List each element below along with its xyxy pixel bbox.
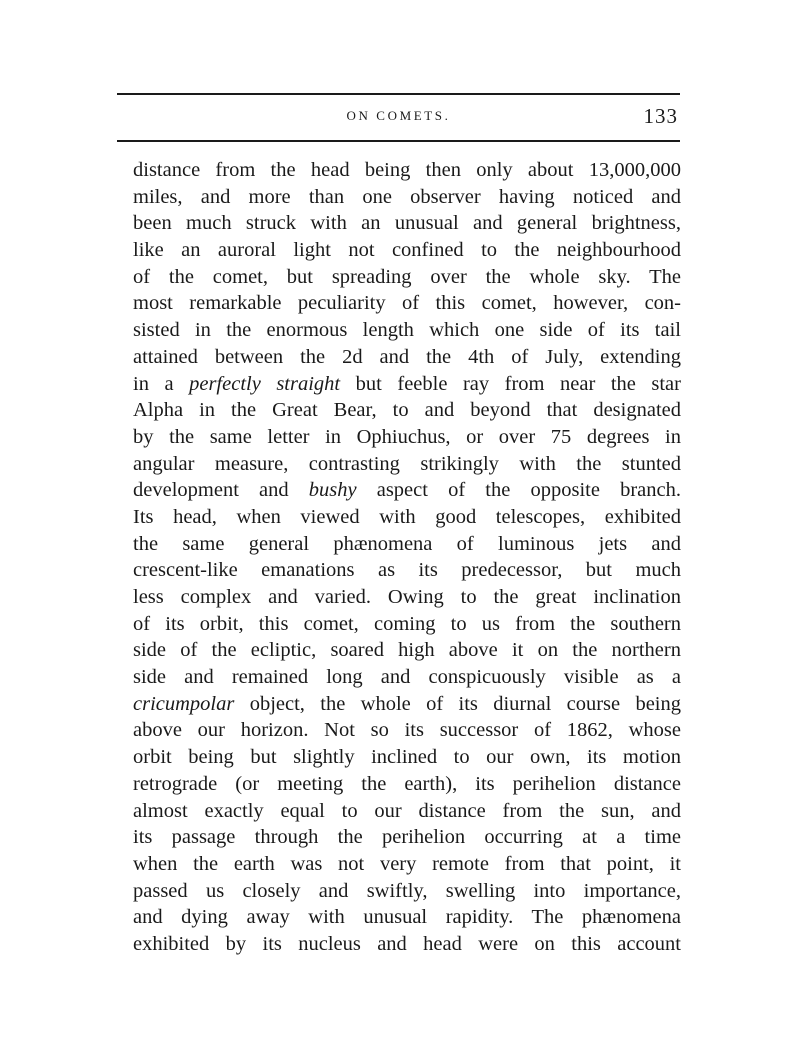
text-line: been much struck with an unusual and general brightness,: [133, 212, 681, 235]
text-line: the same general phænomena of luminous jets and: [133, 532, 681, 555]
running-head: [117, 104, 680, 134]
text-line: side and remained long and conspicuously visible as a: [133, 666, 681, 689]
text-segment: object, the whole of its diurnal course being: [234, 692, 681, 715]
text-segment: development and: [133, 479, 309, 502]
text-line: Alpha in the Great Bear, to and beyond that designated: [133, 399, 681, 422]
text-line: above our horizon. Not so its successor of 1862, whose: [133, 719, 681, 742]
text-segment: in a: [133, 372, 190, 395]
text-line: like an auroral light not confined to the neighbourhood: [133, 239, 681, 262]
italic-phrase: perfectly straight: [189, 372, 341, 395]
page-number: 133: [643, 104, 678, 128]
header-rule-top: [117, 93, 680, 95]
text-line: attained between the 2d and the 4th of July, extending: [133, 345, 681, 368]
text-line: crescent-like emanations as its predecessor, but much: [133, 559, 681, 582]
text-line: miles, and more than one observer having noticed and: [133, 185, 681, 208]
text-line: passed us closely and swiftly, swelling into importance,: [133, 879, 681, 902]
italic-phrase: bushy: [308, 479, 357, 502]
text-line: when the earth was not very remote from that point, it: [133, 852, 681, 875]
text-line: sisted in the enormous length which one side of its tail: [133, 319, 681, 342]
text-line: less complex and varied. Owing to the great inclination: [133, 586, 681, 608]
text-line: side of the ecliptic, soared high above it on the northern: [133, 639, 681, 662]
italic-phrase: cricumpolar: [133, 692, 235, 715]
text-line: and dying away with unusual rapidity. The phænomena: [133, 906, 681, 929]
text-line: of its orbit, this comet, coming to us from the southern: [133, 612, 681, 635]
text-line: retrograde (or meeting the earth), its perihelion distance: [133, 772, 681, 795]
text-line: exhibited by its nucleus and head were on this account: [133, 932, 681, 955]
text-segment: but feeble ray from near the star: [340, 372, 681, 395]
text-line: Its head, when viewed with good telescopes, exhibited: [133, 505, 681, 528]
text-line: distance from the head being then only about 13,000,000: [133, 159, 681, 181]
text-line: its passage through the perihelion occurring at a time: [133, 826, 681, 849]
body-text: [133, 157, 681, 958]
running-title: ON COMETS.: [346, 108, 451, 123]
text-line: angular measure, contrasting strikingly with the stunted: [133, 452, 681, 475]
text-line: [133, 477, 681, 504]
text-line: [133, 691, 681, 718]
text-line: almost exactly equal to our distance from the sun, and: [133, 799, 681, 822]
header-rule-bottom: [117, 140, 680, 142]
text-line: of the comet, but spreading over the whole sky. The: [133, 265, 681, 288]
text-line: most remarkable peculiarity of this comet, however, con-: [133, 292, 681, 315]
text-line: by the same letter in Ophiuchus, or over 75 degrees in: [133, 425, 681, 448]
text-line: orbit being but slightly inclined to our own, its motion: [133, 746, 681, 769]
text-segment: aspect of the opposite branch.: [356, 479, 681, 502]
text-line: [133, 371, 681, 398]
